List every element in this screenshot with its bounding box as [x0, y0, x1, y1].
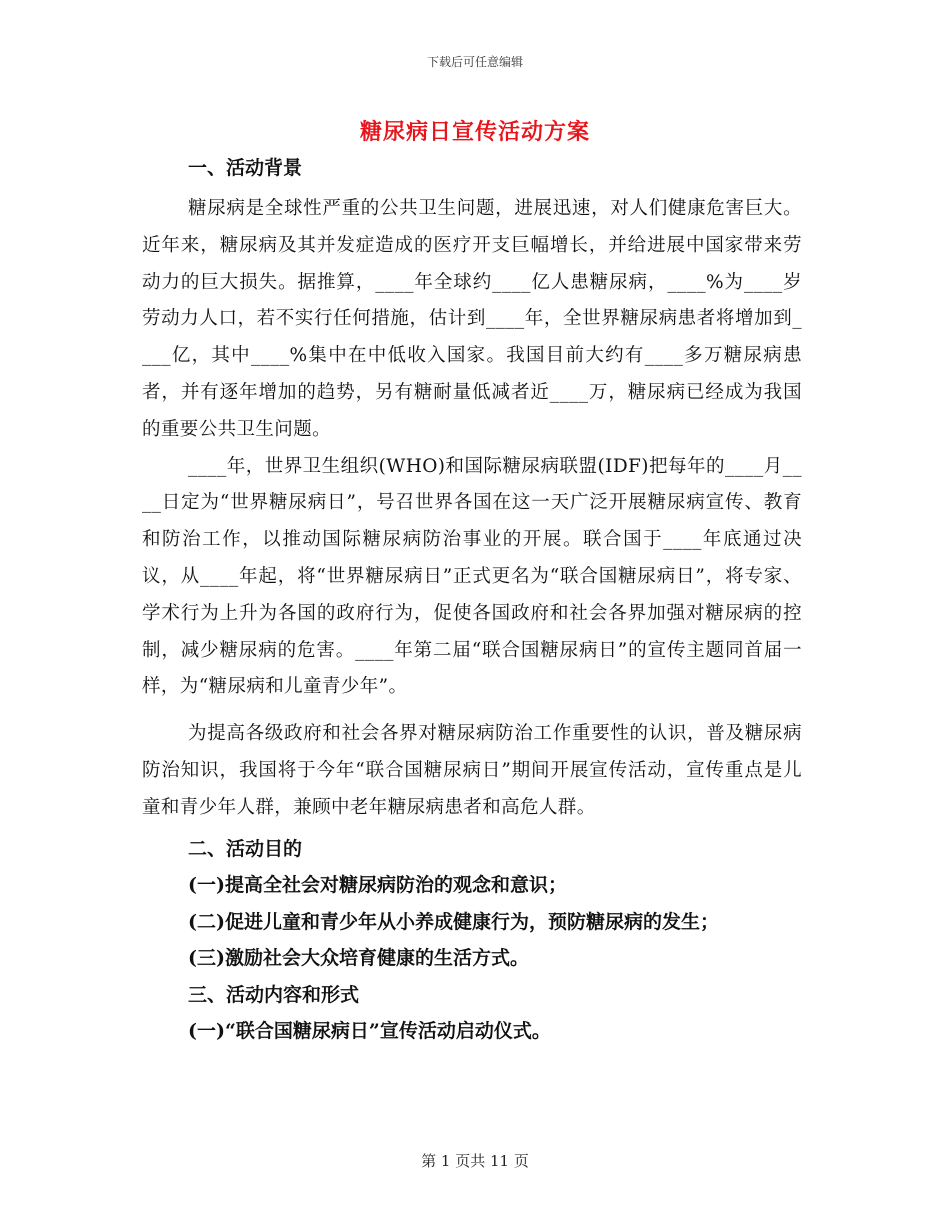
page-header-note: 下载后可任意编辑 — [426, 55, 523, 69]
list-item-purpose-1: (一)提高全社会对糖尿病防治的观念和意识； — [188, 874, 567, 897]
list-item-purpose-3: (三)激励社会大众培育健康的生活方式。 — [188, 947, 529, 970]
paragraph-background-2: ____年，世界卫生组织(WHO)和国际糖尿病联盟(IDF)把每年的____月____日定为“世界糖尿病日”，号召世界各国在这一天广泛开展糖尿病宣传、教育和防治工作，以推动国际糖尿病防治事业的开展。联合国于____年底通过决议，从____年起，将“世界糖尿病日”正式更名为“联合国糖尿病日”，将专家、学术行为上升为各国的政府行为，促使各国政府和社会各界加强对糖尿病的控制，减少糖尿病的危害。____年第二届“联合国糖尿病日”的宣传主题同首届一样，为“糖尿病和儿童青少年”。 — [142, 455, 802, 698]
page-footer-number: 第 1 页共 11 页 — [421, 1152, 529, 1170]
document-body — [142, 153, 802, 1050]
section-heading-background: 一、活动背景 — [188, 157, 303, 179]
document-title: 糖尿病日宣传活动方案 — [359, 119, 590, 145]
section-heading-purpose: 二、活动目的 — [188, 837, 303, 860]
paragraph-background-3: 为提高各级政府和社会各界对糖尿病防治工作重要性的认识，普及糖尿病防治知识，我国将于今年“联合国糖尿病日”期间开展宣传活动，宣传重点是儿童和青少年人群，兼顾中老年糖尿病患者和高危人群。 — [142, 723, 802, 818]
list-item-purpose-2: (二)促进儿童和青少年从小养成健康行为，预防糖尿病的发生； — [188, 910, 719, 933]
paragraph-background-1: 糖尿病是全球性严重的公共卫生问题，进展迅速，对人们健康危害巨大。近年来，糖尿病及其并发症造成的医疗开支巨幅增长，并给进展中国家带来劳动力的巨大损失。据推算，____年全球约____亿人患糖尿病，____%为____岁劳动力人口，若不实行任何措施，估计到____年，全世界糖尿病患者将增加到____亿，其中____%集中在中低收入国家。我国目前大约有____多万糖尿病患者，并有逐年增加的趋势，另有糖耐量低减者近____万，糖尿病已经成为我国的重要公共卫生问题。 — [142, 198, 802, 440]
list-item-content-1: (一)“联合国糖尿病日”宣传活动启动仪式。 — [188, 1020, 551, 1043]
section-heading-content-form: 三、活动内容和形式 — [188, 983, 360, 1006]
